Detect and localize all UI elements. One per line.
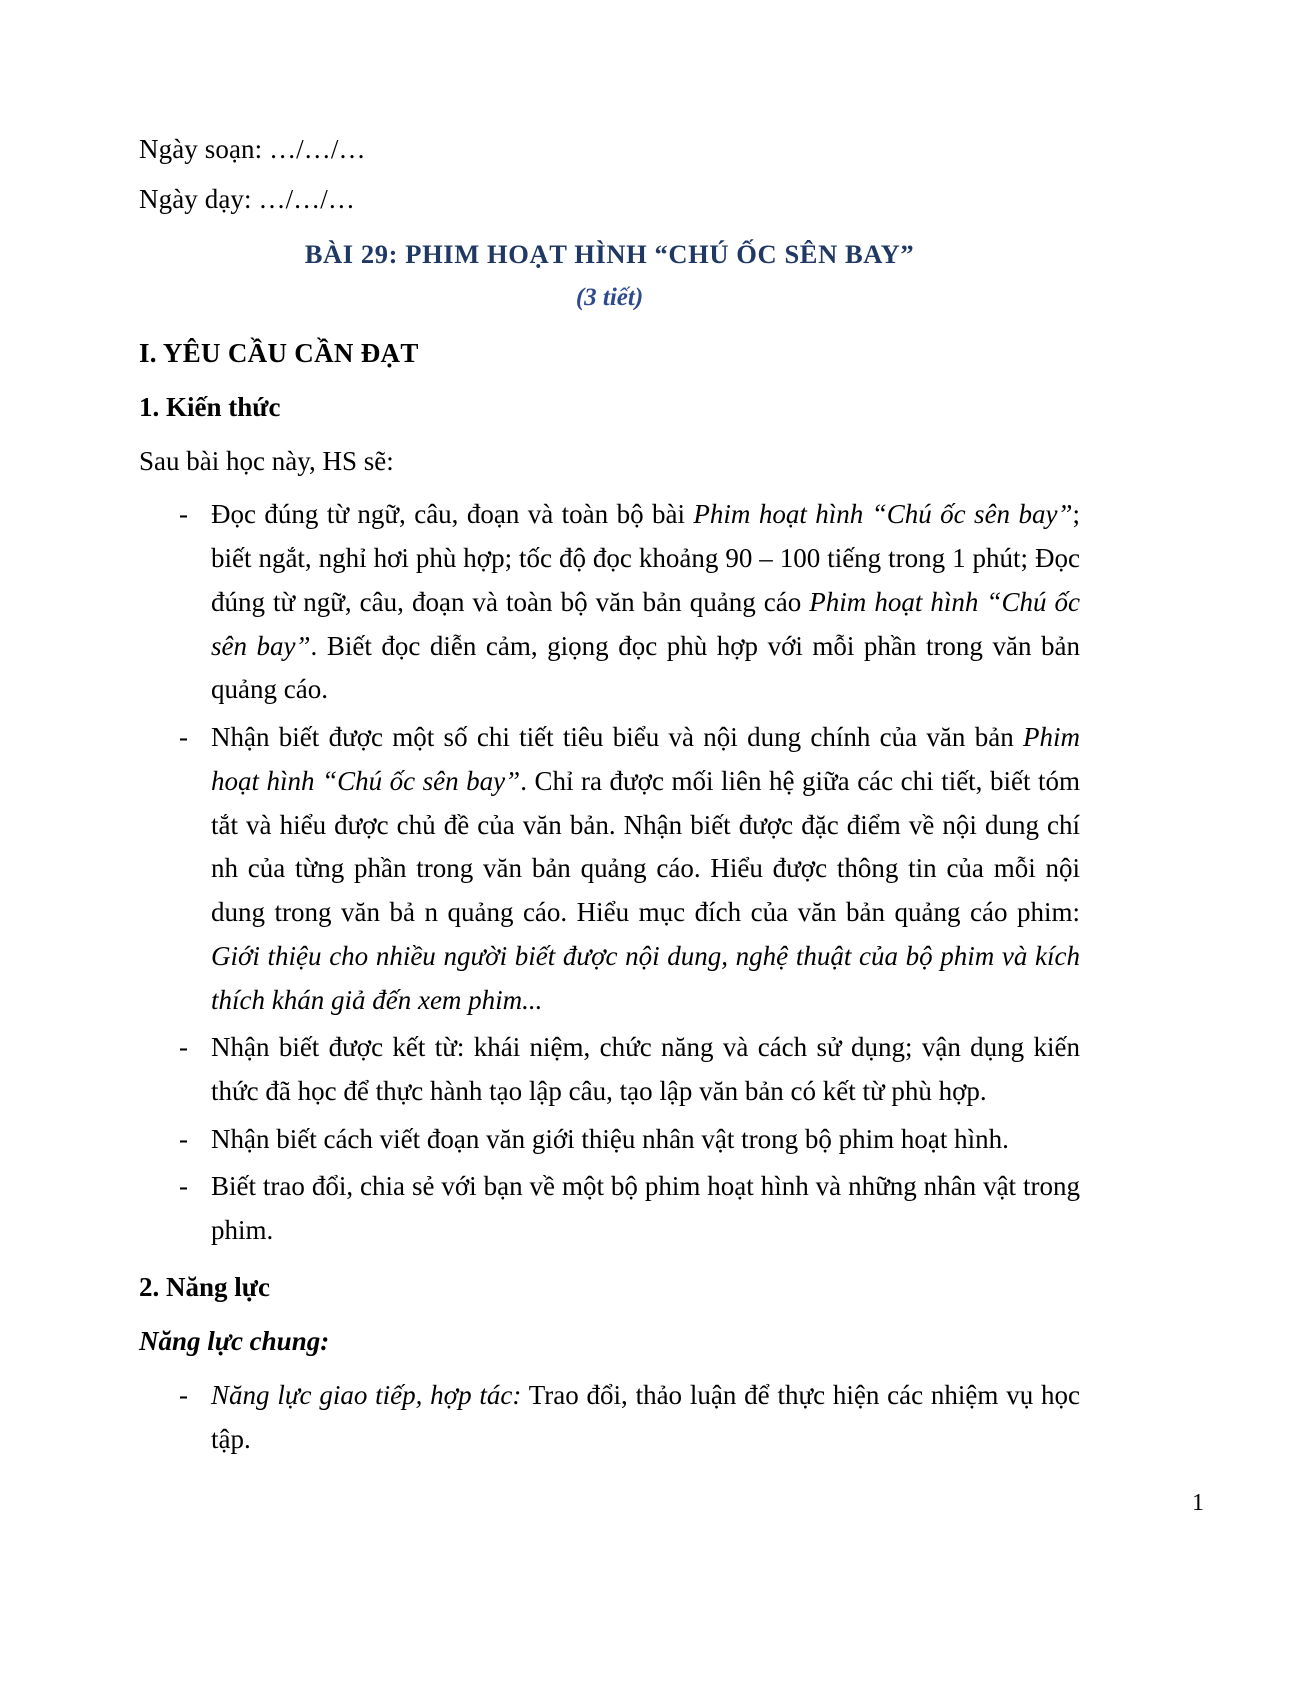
prepared-date-line: Ngày soạn: …/…/… — [139, 134, 366, 164]
bullet-dash-marker: - — [179, 499, 188, 530]
emphasis-text: Phim hoạt hình “Chú ốc sên bay” — [211, 722, 1080, 796]
subsection-heading-competencies: 2. Năng lực — [139, 1271, 270, 1302]
bullet-dash-marker: - — [179, 1032, 188, 1063]
body-text: Nhận biết được một số chi tiết tiêu biểu và nội dung chính của văn bản — [211, 722, 1023, 753]
page-content — [139, 128, 1080, 1465]
list-item — [139, 1118, 1080, 1162]
body-text: Trao đổi, thảo luận để thực hiện các nhiệm vụ học tập. — [211, 1379, 1080, 1454]
body-text: . Biết đọc diễn cảm, giọng đọc phù hợp với mỗi phần trong văn bản quảng cáo. — [211, 630, 1080, 705]
subsection-heading-knowledge: 1. Kiến thức — [139, 392, 281, 423]
document-title: BÀI 29: PHIM HOẠT HÌNH “CHÚ ỐC SÊN BAY” — [304, 239, 915, 270]
emphasis-text: Phim hoạt hình “Chú ốc sên bay” — [211, 586, 1080, 661]
emphasis-text: Phim hoạt hình “Chú ốc sên bay” — [693, 499, 1073, 530]
bullet-dash-marker: - — [179, 1123, 188, 1154]
emphasis-text: Giới thiệu cho nhiều người biết được nội dung, nghệ thuật của bộ phim và kích thích khán giả đến xem phim... — [211, 940, 1080, 1015]
document-subtitle: (3 tiết) — [575, 284, 644, 312]
page-number: 1 — [1192, 1490, 1204, 1516]
body-text: . Chỉ ra được mối liên hệ giữa các chi tiết, biết tóm tắt và hiểu được chủ đề của văn bản. Nhận biết được đặc điểm về nội dung chí nh của từng phần trong văn bản quảng cáo. Hiểu được thông tin của mỗi nội dung trong văn bả n quảng cáo. Hiểu mục đích của văn bản quảng cáo phim: — [211, 765, 1080, 928]
body-text: Nhận biết cách viết đoạn văn giới thiệu nhân vật trong bộ phim hoạt hình. — [211, 1123, 1009, 1154]
competency-bullet-list — [139, 1374, 1080, 1461]
competency-group-heading: Năng lực chung: — [139, 1326, 330, 1357]
list-item — [139, 716, 1080, 1022]
bullet-dash-marker: - — [179, 1171, 188, 1202]
body-text: Nhận biết được kết từ: khái niệm, chức năng và cách sử dụng; vận dụng kiến thức đã học để thực hành tạo lập câu, tạo lập văn bản có kết từ phù hợp. — [211, 1032, 1080, 1106]
teaching-date-line: Ngày dạy: …/…/… — [139, 183, 355, 214]
body-text: Đọc đúng từ ngữ, câu, đoạn và toàn bộ bài — [211, 499, 694, 530]
list-item — [139, 1026, 1080, 1113]
emphasis-text: Năng lực giao tiếp, hợp tác: — [211, 1379, 522, 1410]
body-text: Biết trao đổi, chia sẻ với bạn về một bộ phim hoạt hình và những nhân vật trong phim. — [211, 1171, 1080, 1246]
list-item — [139, 1165, 1080, 1252]
list-item — [139, 1374, 1080, 1461]
knowledge-intro: Sau bài học này, HS sẽ: — [139, 445, 394, 476]
bullet-dash-marker: - — [179, 722, 188, 753]
bullet-dash-marker: - — [179, 1379, 188, 1410]
section-heading-requirements: I. YÊU CẦU CẦN ĐẠT — [139, 337, 419, 368]
body-text: ; biết ngắt, nghỉ hơi phù hợp; tốc độ đọc khoảng 90 – 100 tiếng trong 1 phút; Đọc đúng từ ngữ, câu, đoạn và toàn bộ văn bản quảng cáo — [211, 499, 1080, 617]
knowledge-bullet-list — [139, 493, 1080, 1252]
list-item — [139, 493, 1080, 712]
